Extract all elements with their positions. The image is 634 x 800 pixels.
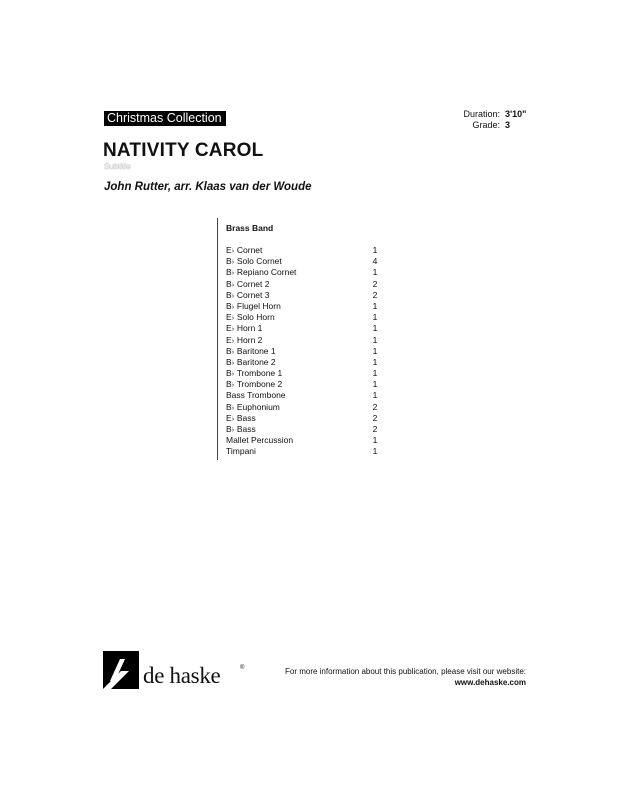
- instrument-row: [226, 245, 380, 256]
- series-badge: Christmas Collection: [104, 111, 226, 126]
- instrument-count: 2: [372, 278, 378, 289]
- instrument-row: [226, 323, 380, 334]
- instrument-row: [226, 346, 380, 357]
- instrument-row: [226, 357, 380, 368]
- instrument-count: 1: [372, 446, 378, 457]
- instrument-row: [226, 435, 380, 446]
- instrument-key: B: [226, 379, 232, 390]
- instrument-label: Euphonium: [234, 401, 280, 412]
- instrument-label: Horn 2: [234, 334, 263, 345]
- ensemble-heading: Brass Band: [226, 223, 274, 233]
- instrument-label: Timpani: [226, 446, 256, 457]
- instrument-key: B: [226, 278, 232, 289]
- flat-sign: ♭: [231, 282, 235, 289]
- instrument-count: 1: [372, 245, 378, 255]
- composer-credit: John Rutter, arr. Klaas van der Woude: [104, 181, 312, 193]
- instrumentation-list: [226, 245, 380, 458]
- duration-value: 3'10": [505, 109, 527, 119]
- instrument-row: [226, 402, 380, 413]
- publisher-logo: [103, 649, 253, 689]
- instrument-row: [226, 279, 380, 290]
- instrument-label: Bass: [234, 424, 256, 434]
- instrument-label: Trombone 1: [234, 368, 283, 379]
- flat-sign: ♭: [231, 349, 235, 356]
- instrument-label: Trombone 2: [234, 379, 283, 390]
- instrument-label: Flugel Horn: [234, 300, 281, 311]
- instrument-key: B: [226, 345, 232, 356]
- flat-sign: ♭: [231, 405, 235, 412]
- instrument-name: [226, 245, 370, 256]
- flat-sign: ♭: [231, 371, 235, 378]
- instrument-key: B: [226, 300, 232, 311]
- instrument-name: [226, 446, 370, 457]
- instrument-count: 2: [372, 412, 378, 423]
- website-link[interactable]: www.dehaske.com: [454, 678, 526, 687]
- instrument-name: [226, 424, 370, 435]
- instrument-row: [226, 267, 380, 278]
- instrument-label: Horn 1: [234, 323, 263, 334]
- piece-meta: [456, 109, 526, 131]
- instrument-name: [226, 256, 370, 267]
- instrument-name: [226, 279, 370, 290]
- instrument-label: Bass: [234, 412, 256, 423]
- instrument-row: [226, 256, 380, 267]
- instrument-count: 1: [372, 312, 378, 323]
- instrument-label: Mallet Percussion: [226, 435, 294, 446]
- instrument-count: 1: [372, 379, 378, 390]
- instrument-row: [226, 290, 380, 301]
- instrument-name: [226, 301, 370, 312]
- instrument-count: 1: [372, 334, 378, 345]
- publisher-name: de haske: [143, 663, 221, 688]
- instrument-key: E: [226, 312, 232, 323]
- instrument-name: [226, 435, 370, 446]
- instrument-name: [226, 379, 370, 390]
- instrument-name: [226, 402, 370, 413]
- instrument-key: E: [226, 323, 232, 334]
- grade-row: [456, 120, 526, 131]
- instrument-label: Repiano Cornet: [234, 267, 297, 278]
- instrument-count: 1: [372, 390, 378, 401]
- instrument-name: [226, 357, 370, 368]
- publisher-logo-mark-icon: [103, 649, 139, 689]
- instrument-label: Bass Trombone: [226, 390, 286, 401]
- publication-info: [285, 666, 526, 688]
- grade-value: 3: [505, 120, 511, 130]
- flat-sign: ♭: [231, 259, 235, 266]
- flat-sign: ♭: [231, 304, 235, 311]
- instrument-key: B: [226, 356, 232, 367]
- duration-row: [456, 109, 526, 120]
- instrument-row: [226, 413, 380, 424]
- instrument-label: Solo Cornet: [234, 256, 282, 267]
- instrument-count: 1: [372, 435, 378, 446]
- instrument-key: B: [226, 368, 232, 379]
- instrument-key: B: [226, 267, 232, 278]
- instrument-label: Cornet 2: [234, 278, 270, 289]
- instrument-name: [226, 368, 370, 379]
- instrument-name: [226, 323, 370, 334]
- instrument-count: 1: [372, 345, 378, 356]
- instrument-row: [226, 379, 380, 390]
- instrument-key: E: [226, 412, 232, 423]
- instrument-count: 4: [372, 256, 378, 267]
- instrumentation-divider: [217, 218, 218, 460]
- info-text: For more information about this publication, please visit our website:: [284, 667, 526, 676]
- instrument-key: B: [226, 256, 232, 267]
- instrument-row: [226, 446, 380, 457]
- flat-sign: ♭: [231, 338, 235, 344]
- registered-mark: ®: [240, 665, 245, 671]
- flat-sign: ♭: [231, 427, 235, 434]
- flat-sign: ♭: [231, 360, 235, 367]
- instrument-key: E: [226, 245, 232, 255]
- instrument-row: [226, 368, 380, 379]
- instrument-count: 2: [372, 401, 378, 412]
- flat-sign: ♭: [231, 293, 235, 300]
- instrument-count: 1: [372, 368, 378, 379]
- instrument-row: [226, 390, 380, 401]
- flat-sign: ♭: [231, 270, 235, 277]
- grade-label: Grade:: [472, 120, 500, 130]
- piece-subtitle: Subtitle: [104, 162, 131, 171]
- duration-label: Duration:: [463, 109, 500, 119]
- instrument-key: B: [226, 424, 232, 434]
- flat-sign: ♭: [231, 416, 235, 423]
- flat-sign: ♭: [231, 326, 235, 333]
- instrument-label: Solo Horn: [234, 312, 275, 323]
- instrument-name: [226, 312, 370, 323]
- instrument-name: [226, 346, 370, 357]
- piece-title: NATIVITY CAROL: [103, 140, 264, 161]
- instrument-label: Baritone 1: [234, 345, 276, 356]
- instrument-label: Cornet: [234, 245, 263, 255]
- instrument-count: 2: [372, 289, 378, 300]
- flat-sign: ♭: [231, 315, 235, 322]
- instrument-count: 1: [372, 356, 378, 367]
- instrument-count: 1: [372, 267, 378, 278]
- instrument-key: B: [226, 289, 232, 300]
- instrument-count: 1: [372, 300, 378, 311]
- instrument-row: [226, 301, 380, 312]
- instrument-name: [226, 335, 370, 346]
- flat-sign: ♭: [231, 248, 235, 255]
- instrument-count: 1: [372, 323, 378, 334]
- instrument-name: [226, 267, 370, 278]
- flat-sign: ♭: [231, 382, 235, 389]
- instrument-key: E: [226, 334, 232, 345]
- instrument-label: Cornet 3: [234, 289, 270, 300]
- instrument-row: [226, 335, 380, 346]
- instrument-name: [226, 290, 370, 301]
- instrument-row: [226, 312, 380, 323]
- instrument-name: [226, 413, 370, 424]
- instrument-label: Baritone 2: [234, 356, 276, 367]
- instrument-row: [226, 424, 380, 435]
- instrument-name: [226, 390, 370, 401]
- instrument-count: 2: [372, 424, 378, 434]
- instrument-key: B: [226, 401, 232, 412]
